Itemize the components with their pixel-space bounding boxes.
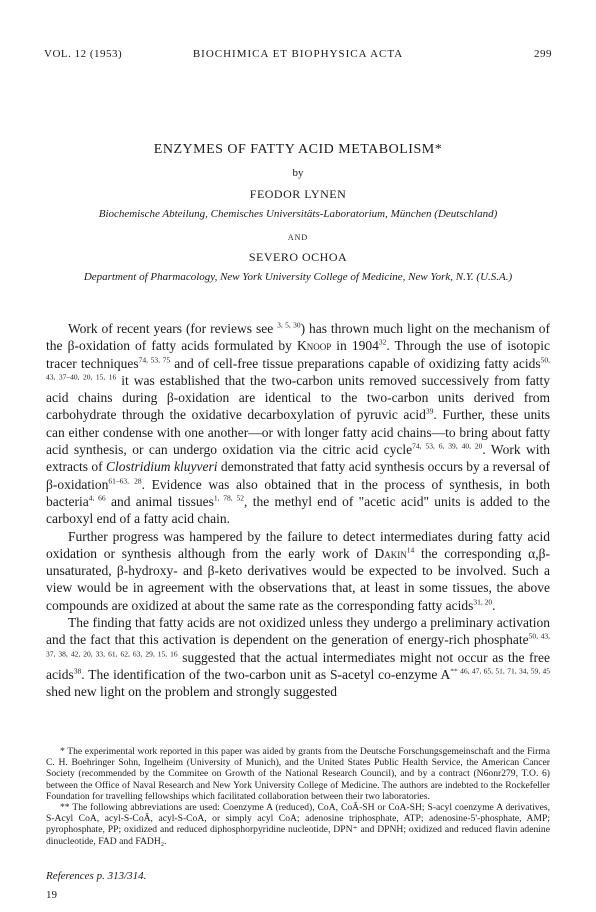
footnote-2: ** The following abbreviations are used: Coenzyme A (reduced), CoA, CoĀ-SH or CoA-SH; S-acyl coenzyme A derivatives, S-Acyl CoA, acyl-S-CoĀ, acyl-S-CoA, or simply acyl CoA; adenosine triphosphate, ATP; adenosine-5'-phosphate, AMP; pyrophosphate, PP; oxidized and reduced diphosphorpyridine nucleotide, DPN⁺ and DPNH; oxidized and reduced flavin adenine dinucleotide, FAD and FADH₂. xyxy=(46,802,550,847)
footnote-1: * The experimental work reported in this paper was aided by grants from the Deutsche Forschungsgemeinschaft and the Firma C. H. Boehringer Sohn, Ingelheim (University of Munich), and the United States Public Health Service, the American Cancer Society (recommended by the Commitee on Growth of the National Research Council), and by a contract (N6onr279, T.O. 6) between the Office of Naval Research and New York University College of Medicine. The authors are indebted to the Rockefeller Foundation for travelling fellowships which facilitated collaboration between their two laboratories. xyxy=(46,746,550,802)
journal-name: BIOCHIMICA ET BIOPHYSICA ACTA xyxy=(192,48,404,60)
body-text xyxy=(46,320,550,701)
and-separator: AND xyxy=(287,233,309,242)
paragraph-1: Work of recent years (for reviews see $^{3, 5, 30}$) has thrown much light on the mechanism of the β-oxidation of fatty acids formulated by Knoop in 1904$^{32}$. Through the use of isotopic tracer techniques$^{74, 53, 75}$ and of cell-free tissue preparations capable of oxidizing fatty acids$^{50, 43, 37-40, 20, 15, 16}$ it was established that the two-carbon units removed successively from fatty acid chains during β-oxidation are identical to the two-carbon units derived from carbohydrate through the oxidative decarboxylation of pyruvic acid$^{39}$. Further, these units can either condense with one another—or with longer fatty acid chains—to bring about fatty acid synthesis, or can undergo oxidation via the citric acid cycle$^{74, 53, 6, 39, 40, 20}$. Work with extracts of Clostridium kluyveri demonstrated that fatty acid synthesis occurs by a reversal of β-oxidation$^{61-63, 28}$. Evidence was also obtained that in the process of synthesis, in both bacteria$^{4, 66}$ and animal tissues$^{1, 78, 52}$, the methyl end of "acetic acid" units is added to the carboxyl end of a fatty acid chain. xyxy=(46,320,551,527)
affiliation-ochoa: Department of Pharmacology, New York University College of Medicine, New York, N.Y. (U.S.A.) xyxy=(83,271,513,283)
paragraph-2: Further progress was hampered by the failure to detect intermediates during fatty acid oxidation or synthesis although from the early work of Dakin$^{14}$ the corresponding α,β-unsaturated, β-hydroxy- and β-keto derivatives would be expected to be involved. Such a view would be in agreement with the observations that, at least in some tissues, the above compounds are oxidized at about the same rate as the corresponding fatty acids$^{31, 20}$. xyxy=(46,528,550,613)
article-title: ENZYMES OF FATTY ACID METABOLISM* xyxy=(153,142,443,157)
affiliation-lynen: Biochemische Abteilung, Chemisches Universitäts-Laboratorium, München (Deutschland) xyxy=(98,208,498,220)
author-ochoa: SEVERO OCHOA xyxy=(248,250,348,264)
by-line: by xyxy=(292,167,304,179)
author-lynen: FEODOR LYNEN xyxy=(249,187,347,201)
signature-mark: 19 xyxy=(46,889,57,901)
footnotes xyxy=(46,746,550,847)
page-number: 299 xyxy=(534,48,552,60)
references-note: References p. 313/314. xyxy=(46,870,147,882)
volume-info: VOL. 12 (1953) xyxy=(44,48,123,60)
paragraph-3: The finding that fatty acids are not oxidized unless they undergo a preliminary activation and the fact that this activation is dependent on the generation of energy-rich phosphate$^{50, 43, 37, 38, 42, 20, 33, 61, 62, 63, 29, 15, 16}$ suggested that the actual intermediates might not occur as the free acids$^{38}$. The identification of the two-carbon unit as S-acetyl co-enzyme A$^{** 46, 47, 65, 51, 71, 34, 59, 45}$ shed new light on the problem and strongly suggested xyxy=(46,615,551,700)
